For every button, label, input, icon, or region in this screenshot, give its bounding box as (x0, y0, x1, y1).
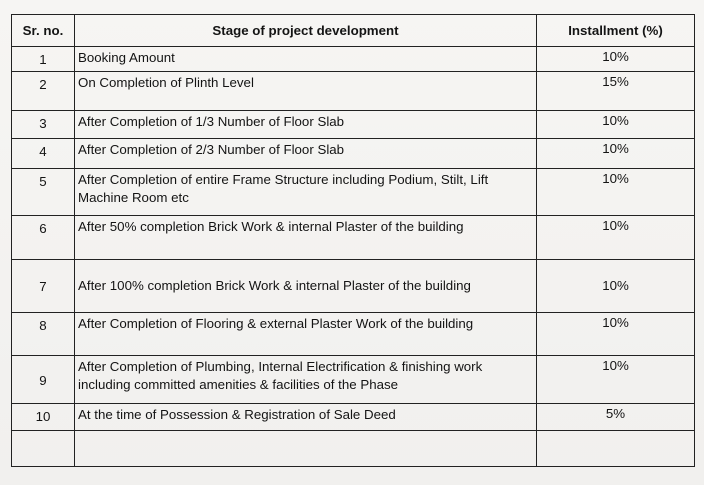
row-stage (75, 431, 537, 467)
row-installment: 10% (537, 169, 695, 216)
row-installment: 10% (537, 139, 695, 169)
row-sr-no: 1 (12, 47, 75, 72)
row-sr-no: 10 (12, 404, 75, 431)
row-sr-no: 9 (12, 356, 75, 404)
payment-schedule-table (11, 14, 695, 467)
table-row (12, 169, 695, 216)
table-row (12, 260, 695, 313)
row-stage: After Completion of Plumbing, Internal Electrification & finishing work including committed amenities & facilities of the Phase (75, 356, 537, 404)
table-row (12, 356, 695, 404)
row-stage: After Completion of 2/3 Number of Floor Slab (75, 139, 537, 169)
row-sr-no: 2 (12, 72, 75, 111)
row-stage: After 100% completion Brick Work & internal Plaster of the building (75, 260, 537, 313)
header-sr-no: Sr. no. (12, 15, 75, 47)
table-row (12, 216, 695, 260)
table-row (12, 47, 695, 72)
row-stage: Booking Amount (75, 47, 537, 72)
row-sr-no (12, 431, 75, 467)
row-sr-no: 7 (12, 260, 75, 313)
row-sr-no: 6 (12, 216, 75, 260)
row-installment: 10% (537, 216, 695, 260)
row-installment: 10% (537, 111, 695, 139)
row-sr-no: 4 (12, 139, 75, 169)
row-stage: After 50% completion Brick Work & internal Plaster of the building (75, 216, 537, 260)
row-installment: 10% (537, 47, 695, 72)
row-sr-no: 8 (12, 313, 75, 356)
table-header-row (12, 15, 695, 47)
row-sr-no: 3 (12, 111, 75, 139)
row-installment: 10% (537, 313, 695, 356)
row-stage: After Completion of Flooring & external Plaster Work of the building (75, 313, 537, 356)
row-installment: 10% (537, 260, 695, 313)
row-stage: After Completion of 1/3 Number of Floor Slab (75, 111, 537, 139)
row-installment: 15% (537, 72, 695, 111)
table-row (12, 431, 695, 467)
row-installment: 5% (537, 404, 695, 431)
row-installment: 10% (537, 356, 695, 404)
row-stage: After Completion of entire Frame Structure including Podium, Stilt, Lift Machine Room etc (75, 169, 537, 216)
table-row (12, 72, 695, 111)
row-installment (537, 431, 695, 467)
header-stage: Stage of project development (75, 15, 537, 47)
table-row (12, 111, 695, 139)
table-row (12, 404, 695, 431)
header-installment: Installment (%) (537, 15, 695, 47)
row-stage: At the time of Possession & Registration of Sale Deed (75, 404, 537, 431)
table-row (12, 313, 695, 356)
row-stage: On Completion of Plinth Level (75, 72, 537, 111)
row-sr-no: 5 (12, 169, 75, 216)
table-row (12, 139, 695, 169)
